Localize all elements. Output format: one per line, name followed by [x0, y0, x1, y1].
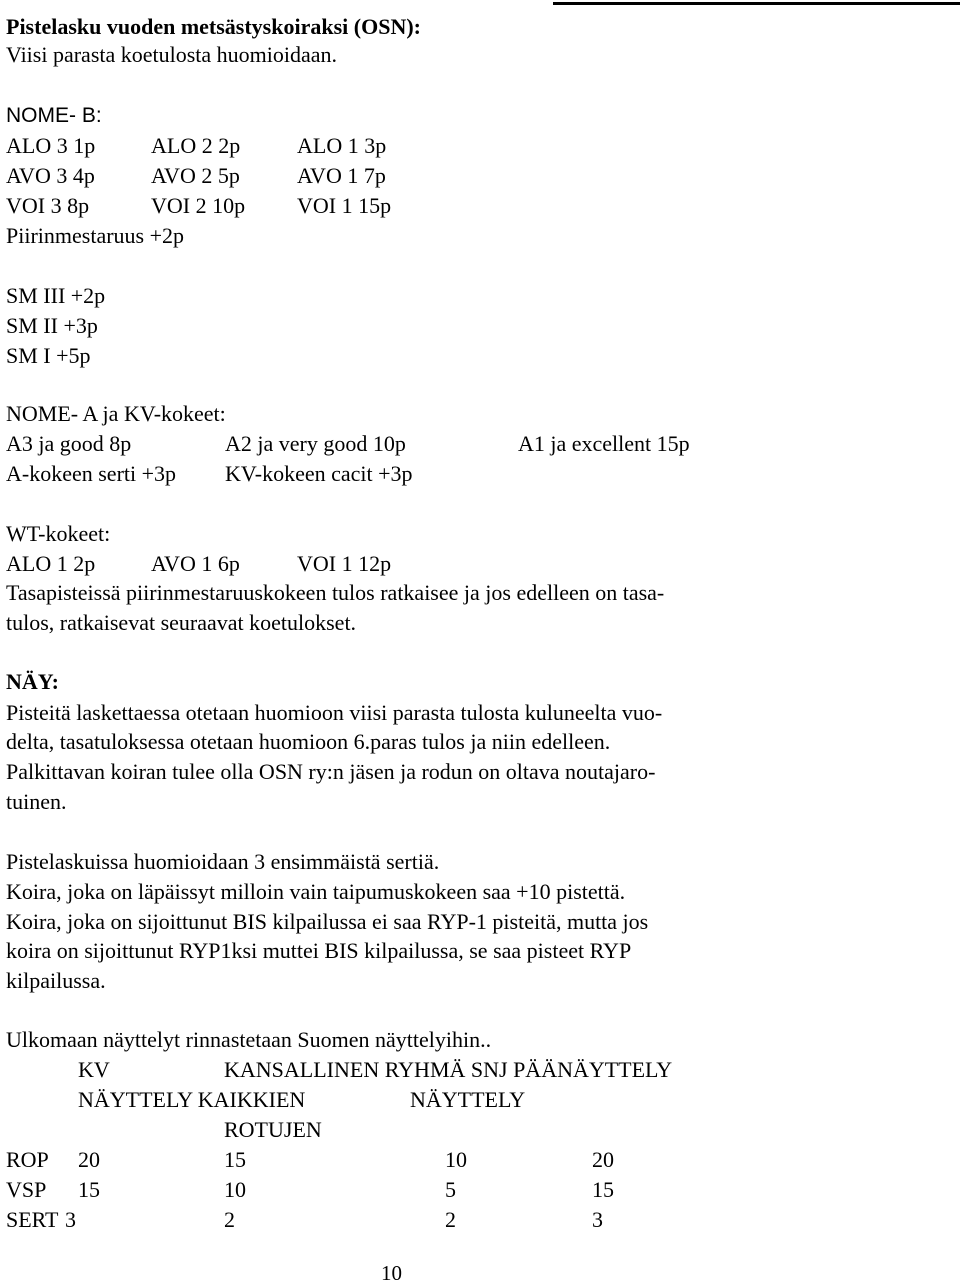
wt-cell: VOI 1 12p	[297, 551, 392, 576]
nome-b-cell: ALO 2 2p	[151, 133, 241, 158]
nome-b-cell: AVO 1 7p	[297, 163, 386, 188]
table-header-cell: ROTUJEN	[224, 1117, 322, 1142]
page-subtitle: Viisi parasta koetulosta huomioidaan.	[6, 42, 338, 67]
nome-b-cell: AVO 3 4p	[6, 163, 95, 188]
table-header-cell: KV	[78, 1057, 110, 1082]
table-cell: 15	[224, 1147, 246, 1172]
table-cell: 5	[445, 1177, 456, 1202]
nome-a-cell: A2 ja very good 10p	[225, 431, 406, 456]
table-cell: 3	[592, 1207, 603, 1232]
nay-note: kilpailussa.	[6, 968, 106, 993]
nome-a-cell: A-kokeen serti +3p	[6, 461, 177, 486]
table-cell: 3	[65, 1207, 76, 1232]
nome-a-cell: KV-kokeen cacit +3p	[225, 461, 413, 486]
page-title: Pistelasku vuoden metsästyskoiraksi (OSN):	[6, 14, 421, 39]
table-cell: 15	[78, 1177, 100, 1202]
table-row-label: VSP	[6, 1177, 47, 1202]
nome-b-cell: ALO 1 3p	[297, 133, 387, 158]
nome-b-cell: VOI 2 10p	[151, 193, 246, 218]
sm-line: SM III +2p	[6, 283, 106, 308]
nay-heading: NÄY:	[6, 669, 59, 694]
sm-line: SM II +3p	[6, 313, 98, 338]
nome-a-cell: A1 ja excellent 15p	[518, 431, 690, 456]
table-row-label: ROP	[6, 1147, 49, 1172]
nay-line: delta, tasatuloksessa otetaan huomioon 6.paras tulos ja niin edelleen.	[6, 729, 611, 754]
table-cell: 15	[592, 1177, 614, 1202]
nay-line: tuinen.	[6, 789, 67, 814]
nome-b-cell: AVO 2 5p	[151, 163, 240, 188]
nay-note: koira on sijoittunut RYP1ksi muttei BIS kilpailussa, se saa pisteet RYP	[6, 938, 632, 963]
table-header-cell: KANSALLINEN RYHMÄ SNJ PÄÄNÄYTTELY	[224, 1057, 673, 1082]
table-row-label: SERT	[6, 1207, 59, 1232]
table-header-cell: NÄYTTELY	[410, 1087, 526, 1112]
sm-line: SM I +5p	[6, 343, 91, 368]
page-number: 10	[381, 1261, 402, 1285]
nay-note: Pistelaskuissa huomioidaan 3 ensimmäistä sertiä.	[6, 849, 440, 874]
table-cell: 20	[592, 1147, 614, 1172]
nome-a-heading: NOME- A ja KV-kokeet:	[6, 401, 226, 426]
nome-b-cell: ALO 3 1p	[6, 133, 96, 158]
wt-tie-line: Tasapisteissä piirinmestaruuskokeen tulos ratkaisee ja jos edelleen on tasa-	[6, 580, 665, 605]
nome-b-cell: VOI 3 8p	[6, 193, 90, 218]
nay-note: Koira, joka on läpäissyt milloin vain taipumuskokeen saa +10 pistettä.	[6, 879, 626, 904]
nome-b-bonus: Piirinmestaruus +2p	[6, 223, 185, 248]
nome-b-heading: NOME- B:	[6, 104, 102, 127]
wt-tie-line: tulos, ratkaisevat seuraavat koetulokset.	[6, 610, 357, 635]
wt-heading: WT-kokeet:	[6, 521, 111, 546]
nome-a-cell: A3 ja good 8p	[6, 431, 132, 456]
wt-cell: AVO 1 6p	[151, 551, 240, 576]
wt-cell: ALO 1 2p	[6, 551, 96, 576]
nome-b-cell: VOI 1 15p	[297, 193, 392, 218]
table-header-cell: NÄYTTELY KAIKKIEN	[78, 1087, 306, 1112]
table-cell: 2	[224, 1207, 235, 1232]
nay-note: Koira, joka on sijoittunut BIS kilpailussa ei saa RYP-1 pisteitä, mutta jos	[6, 909, 649, 934]
table-cell: 20	[78, 1147, 100, 1172]
abroad-note: Ulkomaan näyttelyt rinnastetaan Suomen näyttelyihin..	[6, 1027, 492, 1052]
top-rule	[553, 2, 960, 5]
table-cell: 10	[445, 1147, 467, 1172]
nay-line: Pisteitä laskettaessa otetaan huomioon viisi parasta tulosta kuluneelta vuo-	[6, 700, 663, 725]
nay-line: Palkittavan koiran tulee olla OSN ry:n jäsen ja rodun on oltava noutajaro-	[6, 759, 656, 784]
table-cell: 2	[445, 1207, 456, 1232]
table-cell: 10	[224, 1177, 246, 1202]
